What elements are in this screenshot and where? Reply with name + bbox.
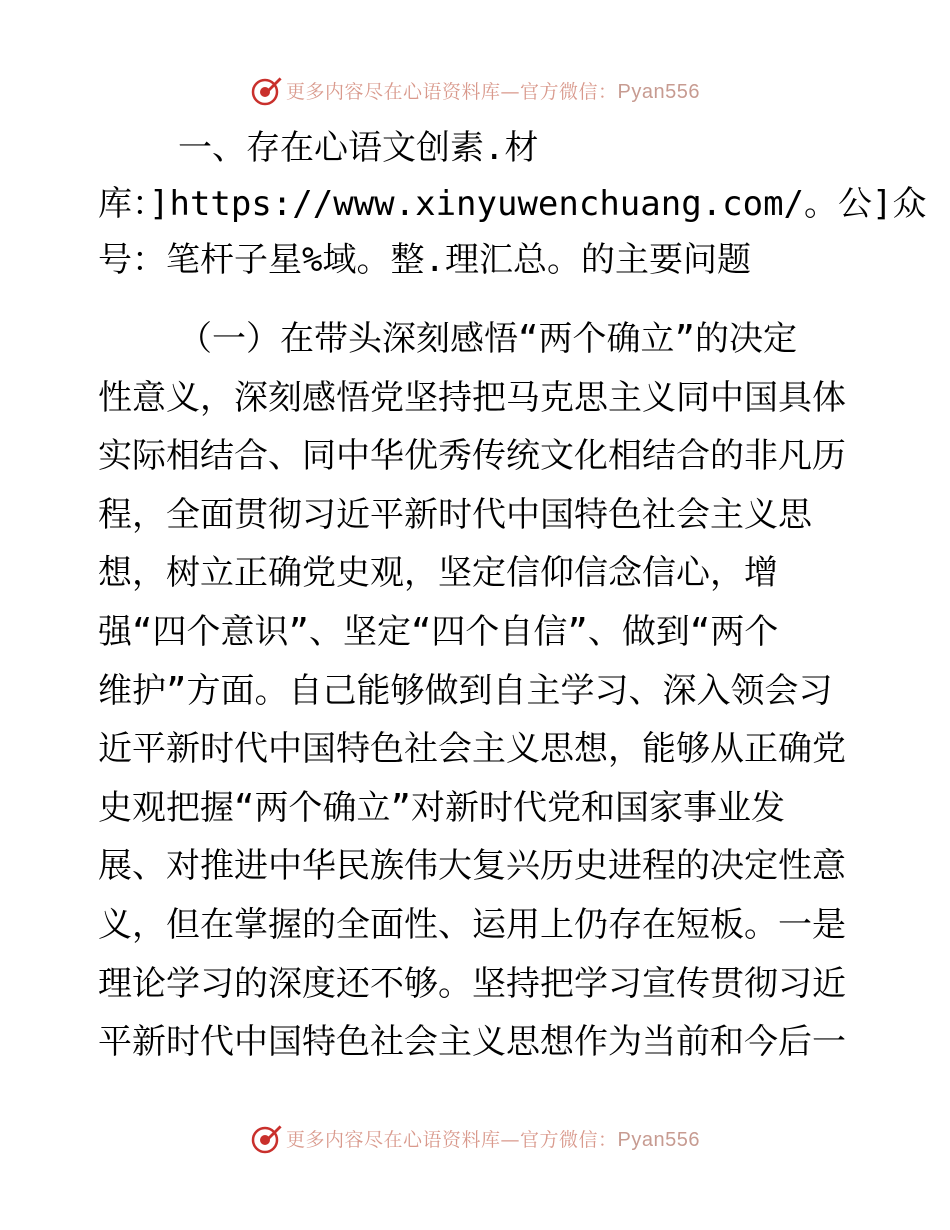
banner-separator: — xyxy=(500,1128,521,1151)
paragraph-line: 义，但在掌握的全面性、运用上仍存在短板。一是 xyxy=(98,904,846,945)
body-paragraph xyxy=(98,310,858,1072)
paragraph-line: 想，树立正确党史观，坚定信仰信念信心，增 xyxy=(98,553,778,594)
paragraph-line: 实际相结合、同中华优秀传统文化相结合的非凡历 xyxy=(98,436,846,477)
paragraph-line: 理论学习的深度还不够。坚持把学习宣传贯彻习近 xyxy=(98,963,846,1004)
paragraph-line: 强“四个意识”、坚定“四个自信”、做到“两个 xyxy=(98,611,779,652)
paragraph-line: 维护”方面。自己能够做到自主学习、深入领会习 xyxy=(98,670,833,711)
section-heading xyxy=(98,120,927,288)
banner-wechat-id: Pyan556 xyxy=(617,80,700,103)
paragraph-line: 展、对推进中华民族伟大复兴历史进程的决定性意 xyxy=(98,846,846,887)
footer-watermark-banner xyxy=(0,1118,950,1158)
banner-title: 更多内容尽在心语资料库 xyxy=(286,80,501,103)
banner-contact-label: 官方微信： xyxy=(520,1128,618,1151)
banner-contact-label: 官方微信： xyxy=(520,80,618,103)
heading-line: 号：笔杆子星%域。整.理汇总。的主要问题 xyxy=(98,240,751,280)
pen-logo-icon xyxy=(250,73,284,107)
paragraph-line: （一）在带头深刻感悟“两个确立”的决定 xyxy=(178,319,797,359)
paragraph-line: 平新时代中国特色社会主义思想作为当前和今后一 xyxy=(98,1022,846,1063)
paragraph-line: 近平新时代中国特色社会主义思想，能够从正确党 xyxy=(98,729,846,770)
banner-wechat-id: Pyan556 xyxy=(617,1128,700,1151)
heading-line: 库：]https://www.xinyuwenchuang.com/。公]众 xyxy=(98,184,927,224)
banner-title: 更多内容尽在心语资料库 xyxy=(286,1128,501,1151)
heading-line: 一、存在心语文创素.材 xyxy=(178,128,539,168)
pen-logo-icon xyxy=(250,1121,284,1155)
header-watermark-banner xyxy=(0,70,950,110)
paragraph-line: 性意义，深刻感悟党坚持把马克思主义同中国具体 xyxy=(98,377,846,418)
banner-separator: — xyxy=(500,80,521,103)
paragraph-line: 史观把握“两个确立”对新时代党和国家事业发 xyxy=(98,787,785,828)
paragraph-line: 程，全面贯彻习近平新时代中国特色社会主义思 xyxy=(98,494,812,535)
